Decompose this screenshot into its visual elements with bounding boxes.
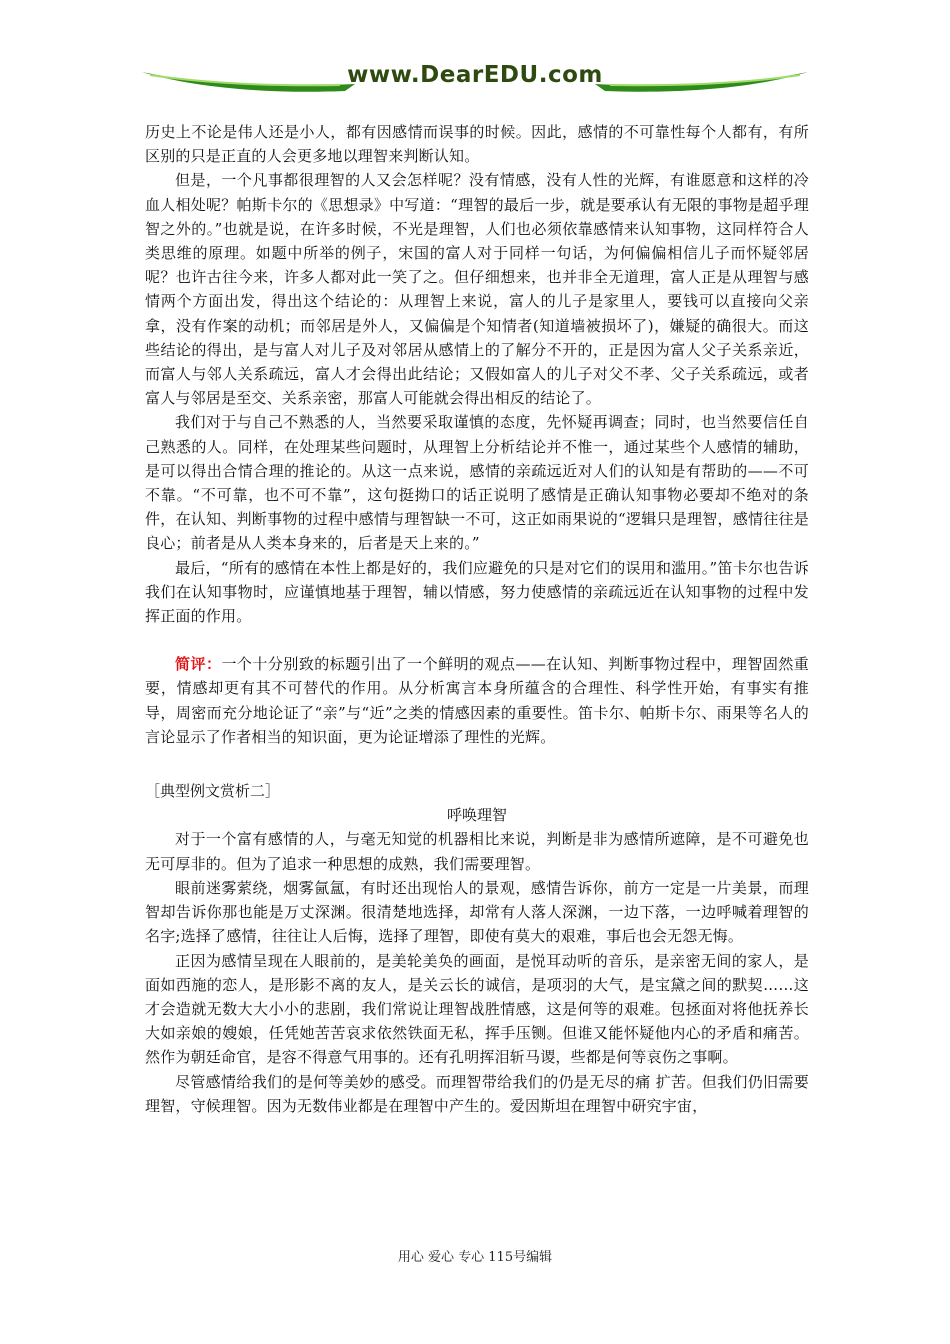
essay-title: 呼唤理智 bbox=[446, 806, 507, 825]
essay-paragraph-1: 对于一个富有感情的人，与毫无知觉的机器相比来说，判断是非为感情所遮障，是不可避免也无可厚非的。但为了追求一种思想的成熟，我们需要理智。 bbox=[145, 830, 809, 873]
comment-text: 一个十分别致的标题引出了一个鲜明的观点——在认知、判断事物过程中，理智固然重要，情感却更有其不可替代的作用。从分析寓言本身所蕴含的合理性、科学性开始，有事实有推导，周密而充分地论证了“亲”与“近”之类的情感因素的重要性。笛卡尔、帕斯卡尔、雨果等名人的言论显示了作者相当的知识面，更为论证增添了理性的光辉。 bbox=[145, 655, 809, 746]
essay-paragraph-2: 眼前迷雾萦绕，烟雾氤氲，有时还出现怡人的景观，感情告诉你，前方一定是一片美景，而理智却告诉你那也能是万丈深渊。很清楚地选择，却常有人落人深渊，一边下落，一边呼喊着理智的名字;选择了感情，往往让人后悔，选择了理智，即使有莫大的艰难，事后也会无怨无悔。 bbox=[145, 878, 809, 946]
site-header-banner bbox=[140, 58, 810, 98]
site-url: www.DearEDU.com bbox=[347, 62, 603, 88]
essay-paragraph-4: 尽管感情给我们的是何等美妙的感受。而理智带给我们的仍是无尽的痛 扩苦。但我们仍旧需要理智，守候理智。因为无数伟业都是在理智中产生的。爱因斯坦在理智中研究宇宙， bbox=[145, 1072, 809, 1115]
comment-paragraph bbox=[145, 652, 809, 749]
paragraph-2: 但是，一个凡事都很理智的人又会怎样呢？没有情感，没有人性的光辉，有谁愿意和这样的冷血人相处呢？帕斯卡尔的《思想录》中写道：“理智的最后一步，就是要承认有无限的事物是超乎理智之外的。”也就是说，在许多时候，不光是理智，人们也必须依靠感情来认知事物，这同样符合人类思维的原理。如题中所举的例子，宋国的富人对于同样一句话，为何偏偏相信儿子而怀疑邻居呢？也许古往今来，许多人都对此一笑了之。但仔细想来，也并非全无道理，富人正是从理智与感情两个方面出发，得出这个结论的：从理智上来说，富人的儿子是家里人，要钱可以直接向父亲拿，没有作案的动机；而邻居是外人，又偏偏是个知情者(知道墙被损坏了)，嫌疑的确很大。而这些结论的得出，是与富人对儿子及对邻居从感情上的了解分不开的，正是因为富人父子关系亲近，而富人与邻人关系疏远，富人才会得出此结论；又假如富人的儿子对父不孝、父子关系疏远，或者富人与邻居是至交、关系亲密，那富人可能就会得出相反的结论了。 bbox=[145, 171, 809, 408]
paragraph-1: 历史上不论是伟人还是小人，都有因感情而误事的时候。因此，感情的不可靠性每个人都有，有所区别的只是正直的人会更多地以理智来判断认知。 bbox=[145, 123, 809, 166]
paragraph-4: 最后，“所有的感情在本性上都是好的，我们应避免的只是对它们的误用和滥用。”笛卡尔也告诉我们在认知事物时，应谨慎地基于理智，辅以情感，努力使感情的亲疏远近在认知事物的过程中发挥正面的作用。 bbox=[145, 558, 809, 626]
document-body bbox=[145, 120, 809, 1118]
page-footer: 用心 爱心 专心 115号编辑 bbox=[397, 1250, 553, 1265]
section-heading: ［典型例文赏析二］ bbox=[145, 782, 281, 801]
comment-label: 简评： bbox=[175, 655, 222, 674]
essay-paragraph-3: 正因为感情呈现在人眼前的，是美轮美奂的画面，是悦耳动听的音乐，是亲密无间的家人，是面如西施的恋人，是形影不离的友人，是关云长的诚信，是项羽的大气，是宝黛之间的默契……这才会造就无数大大小小的悲剧，我们常说让理智战胜情感，这是何等的艰难。包拯面对将他抚养长大如亲娘的嫂娘，任凭她苦苦哀求依然铁面无私，挥手压铡。但谁又能怀疑他内心的矛盾和痛苦。然作为朝廷命官，是容不得意气用事的。还有孔明挥泪斩马谡，些都是何等哀伤之事啊。 bbox=[145, 951, 809, 1067]
paragraph-3: 我们对于与自己不熟悉的人，当然要采取谨慎的态度，先怀疑再调查；同时，也当然要信任自己熟悉的人。同样，在处理某些问题时，从理智上分析结论并不惟一，通过某些个人感情的辅助，是可以得出合情合理的推论的。从这一点来说，感情的亲疏远近对人们的认知是有帮助的——不可不靠。“不可靠，也不可不靠”，这句挺拗口的话正说明了感情是正确认知事物必要却不绝对的条件，在认知、判断事物的过程中感情与理智缺一不可，这正如雨果说的“逻辑只是理智，感情往往是良心；前者是从人类本身来的，后者是天上来的。” bbox=[145, 413, 809, 553]
